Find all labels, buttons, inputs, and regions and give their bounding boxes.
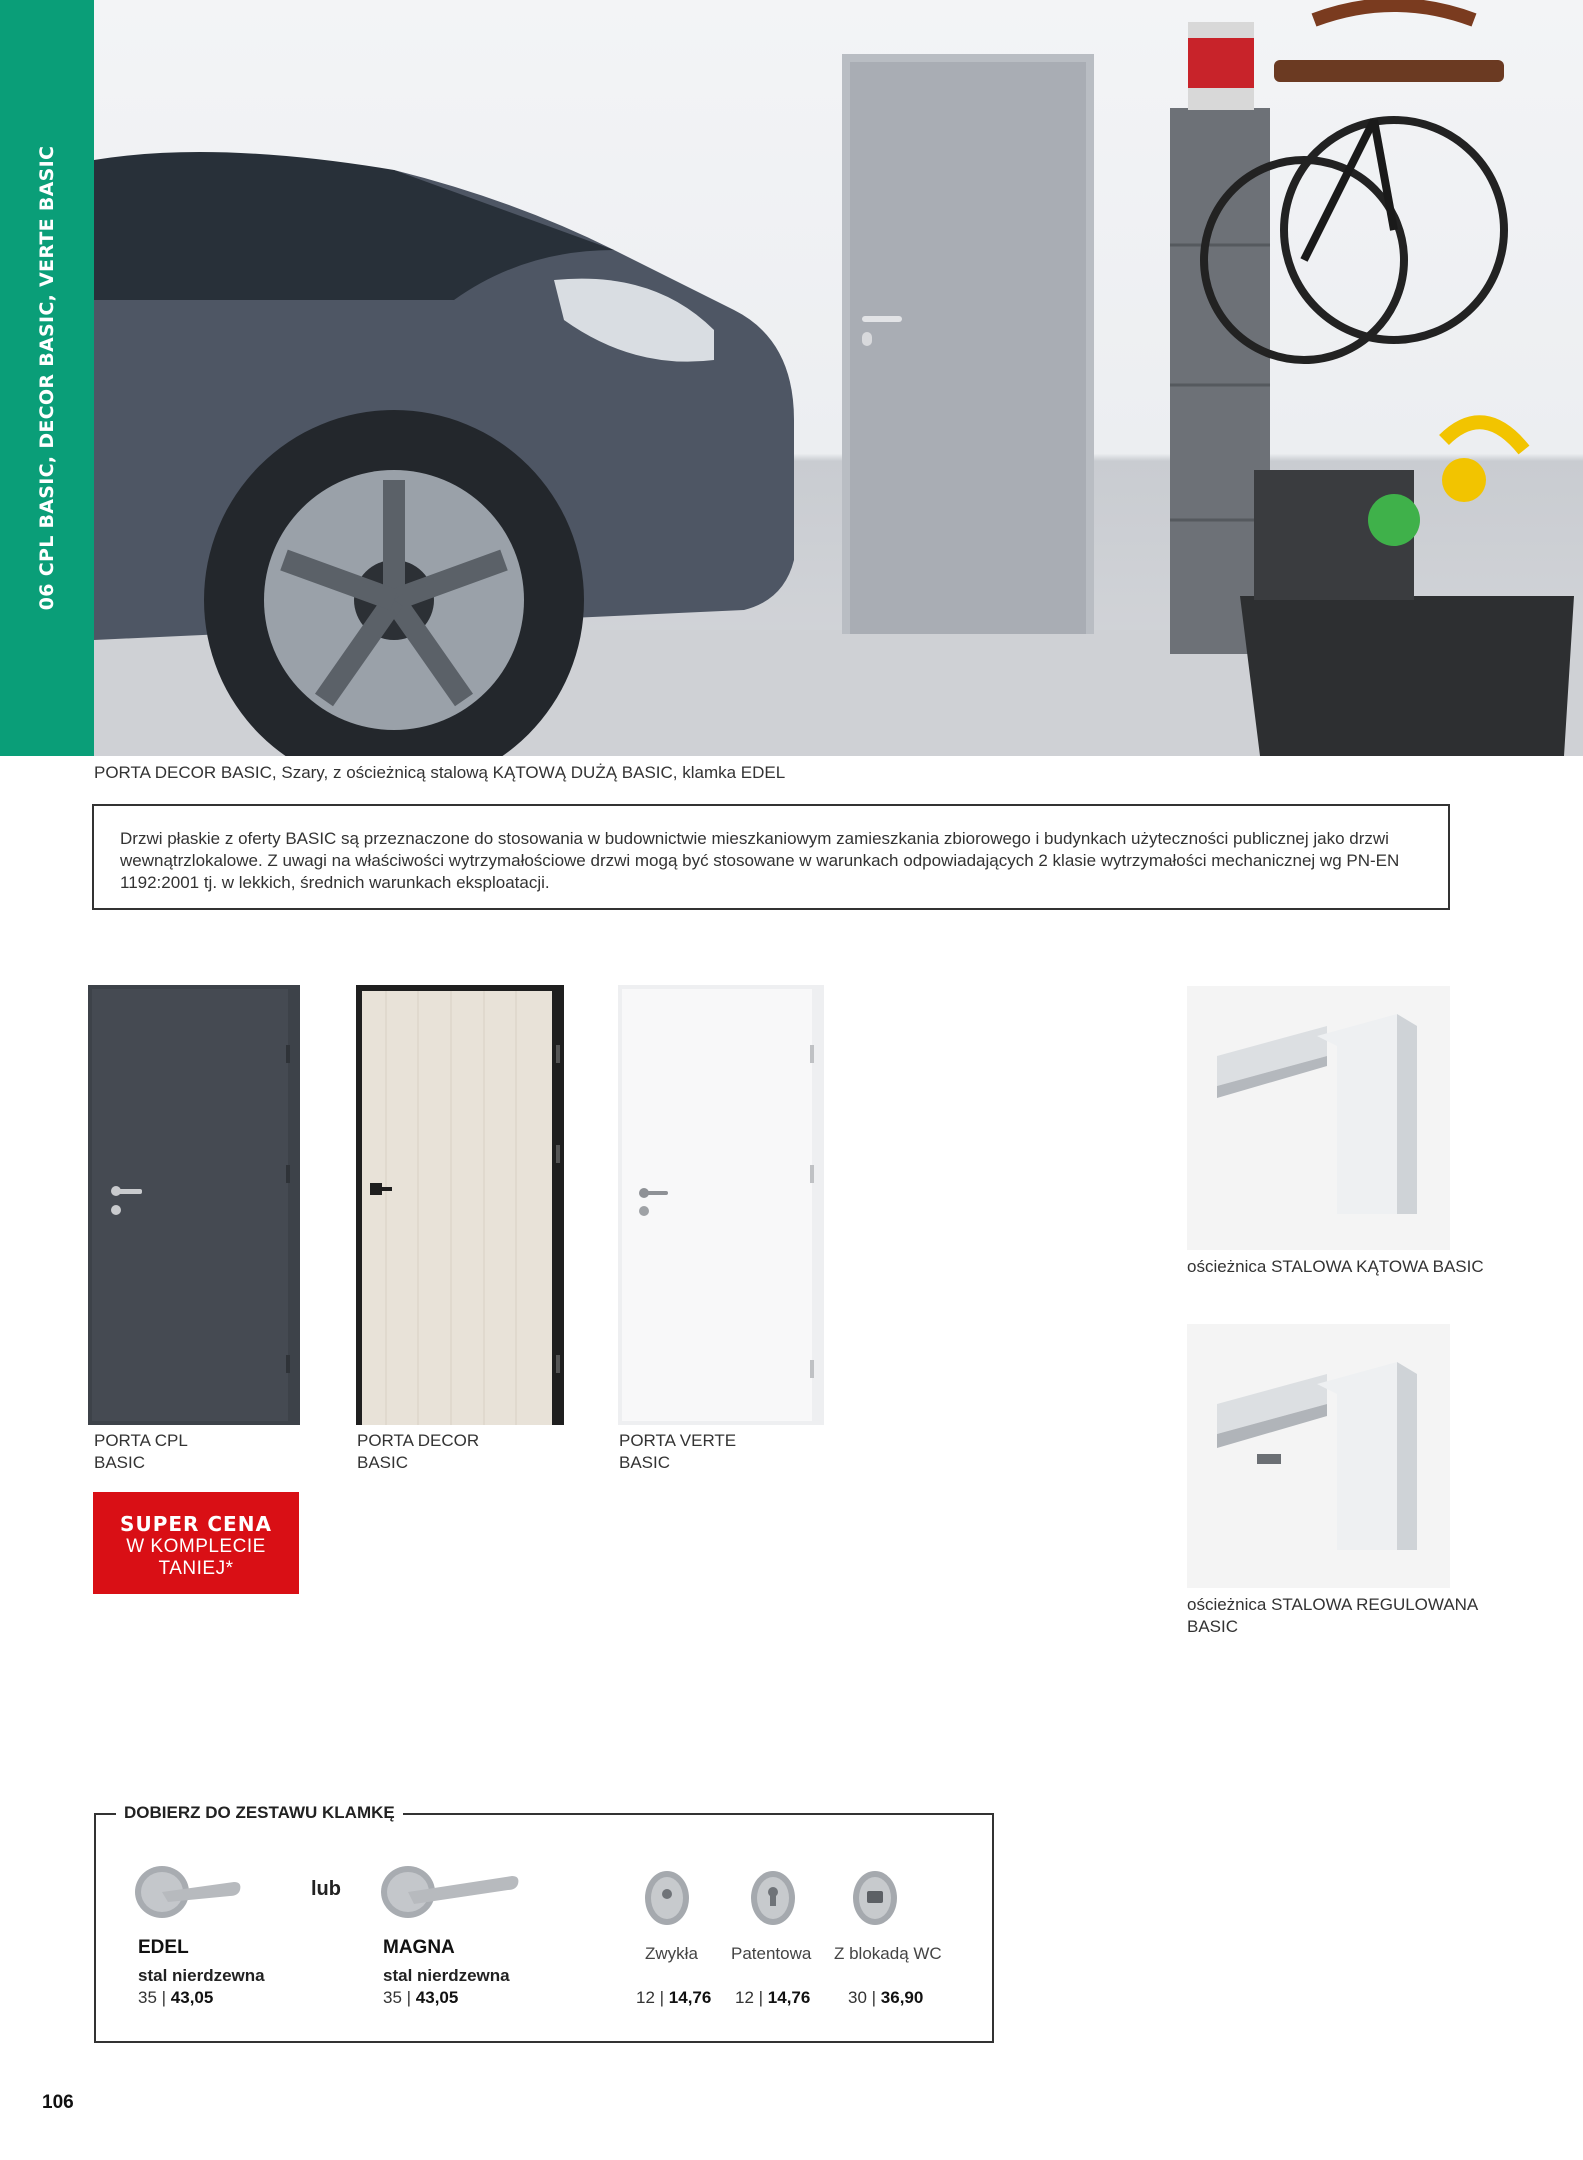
description-text: Drzwi płaskie z oferty BASIC są przeznaczone do stosowania w budownictwie mieszkaniowym zamieszkania zbiorowego i budynkach użyteczności publicznej jako drzwi wewnątrzlokalowe. Z uwagi na właściwości wytrzymałościowe drzwi mogą być stosowane w warunkach odpowiadających 2 klasie wytrzymałości mechanicznej wg PN-EN 1192:2001 tj. w lekkich, średnich warunkach eksploatacji. [120, 829, 1400, 892]
rose-wc-icon [852, 1870, 898, 1926]
garage-illustration [94, 0, 1583, 756]
edel-material: stal nierdzewna [138, 1966, 265, 1985]
magna-price: 35 | 43,05 [383, 1988, 459, 2007]
frame-regulowana-image [1187, 1324, 1450, 1588]
door-verte-label: PORTA VERTE BASIC [619, 1431, 737, 1472]
door-porta-verte [618, 985, 824, 1430]
handles-box [94, 1813, 994, 2043]
rose-zwykla-price: 12 | 14,76 [636, 1988, 712, 2007]
section-title: 06 CPL BASIC, DECOR BASIC, VERTE BASIC [36, 145, 58, 611]
door-porta-cpl [88, 985, 300, 1430]
door-porta-decor [356, 985, 564, 1430]
magna-handle-icon [380, 1862, 520, 1920]
door-decor-image [356, 985, 564, 1425]
rose-wc-price: 30 | 36,90 [848, 1988, 924, 2007]
page-number: 106 [42, 2092, 74, 2113]
door-verte-image [618, 985, 824, 1425]
frame-katowa-image [1187, 986, 1450, 1250]
magna-name: MAGNA [383, 1937, 455, 1958]
or-text: lub [311, 1878, 341, 1900]
section-side-tab [0, 0, 94, 756]
edel-handle-icon [134, 1862, 244, 1920]
description-box [92, 804, 1450, 910]
hero-photo [94, 0, 1583, 756]
door-cpl-image [88, 985, 300, 1425]
rose-wc-label: Z blokadą WC [834, 1944, 942, 1963]
frame-katowa-label: ościeżnica STALOWA KĄTOWA BASIC [1187, 1257, 1484, 1276]
door-decor-label: PORTA DECOR BASIC [357, 1431, 480, 1472]
wall-shelf [1274, 60, 1504, 82]
magna-material: stal nierdzewna [383, 1966, 510, 1985]
door-leaf [850, 62, 1086, 634]
rose-zwykla-label: Zwykła [645, 1944, 698, 1963]
rose-patentowa-price: 12 | 14,76 [735, 1988, 811, 2007]
rose-patentowa-label: Patentowa [731, 1944, 812, 1963]
frame-regulowana-label: ościeżnica STALOWA REGULOWANA BASIC [1187, 1595, 1479, 1636]
rose-zwykla-icon [644, 1870, 690, 1926]
promo-badge: SUPER CENA W KOMPLECIE TANIEJ* [93, 1492, 299, 1594]
handles-title: DOBIERZ DO ZESTAWU KLAMKĘ [116, 1803, 403, 1823]
edel-name: EDEL [138, 1937, 189, 1958]
door-cpl-label: PORTA CPL BASIC [94, 1431, 188, 1472]
rose-patentowa-icon [750, 1870, 796, 1926]
edel-price: 35 | 43,05 [138, 1988, 214, 2007]
hero-caption: PORTA DECOR BASIC, Szary, z ościeżnicą stalową KĄTOWĄ DUŻĄ BASIC, klamka EDEL [94, 763, 786, 782]
door-handle [862, 316, 902, 322]
toolbox [1240, 596, 1574, 756]
